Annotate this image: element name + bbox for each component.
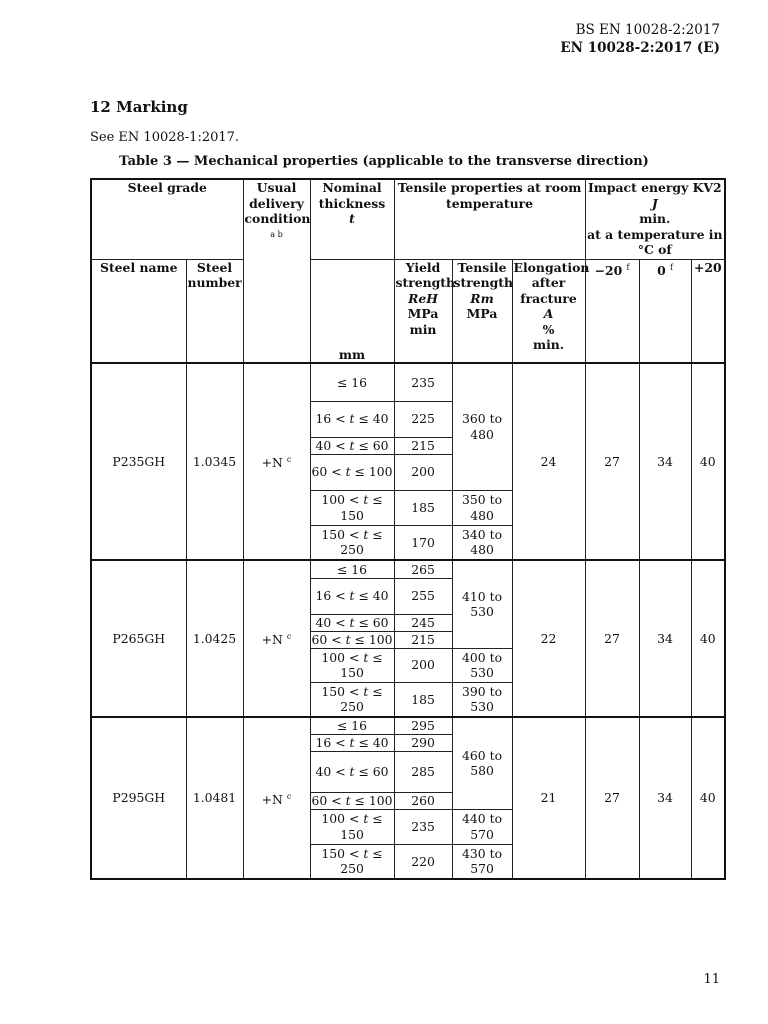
tensile-strength-cell: 340 to 480 bbox=[452, 525, 512, 560]
thickness-cell: 100 < t ≤ 150 bbox=[310, 490, 394, 525]
footnote-c: c bbox=[286, 632, 292, 642]
delivery-condition-cell: +N $^c$ bbox=[243, 560, 310, 717]
thickness-cell: 150 < t ≤ 250 bbox=[310, 844, 394, 879]
yield-strength-cell: 295 bbox=[394, 717, 452, 734]
tensile-strength-header: Tensile strength Rm MPa bbox=[452, 259, 512, 363]
yield-strength-cell: 235 bbox=[394, 363, 452, 401]
steel-number-cell: 1.0425 bbox=[186, 560, 243, 717]
steel-name-header: Steel name bbox=[91, 259, 186, 363]
steel-number-cell: 1.0345 bbox=[186, 363, 243, 560]
tensile-strength-cell: 410 to 530 bbox=[452, 560, 512, 648]
impact-minus20-cell: 27 bbox=[585, 717, 639, 879]
tensile-strength-cell: 440 to 570 bbox=[452, 809, 512, 844]
tensile-strength-cell: 400 to 530 bbox=[452, 648, 512, 682]
temp-plus20-header: +20 bbox=[691, 259, 725, 363]
mm-unit-header: mm bbox=[310, 259, 394, 363]
standard-reference: BS EN 10028-2:2017 bbox=[575, 22, 720, 38]
thickness-cell: 150 < t ≤ 250 bbox=[310, 682, 394, 717]
thickness-cell: 60 < t ≤ 100 bbox=[311, 792, 393, 808]
temp-0-header: 0 $^f$ bbox=[639, 259, 691, 363]
yield-strength-cell: 185 bbox=[394, 682, 452, 717]
thickness-cell: 100 < t ≤ 150 bbox=[310, 809, 394, 844]
yield-strength-cell: 185 bbox=[394, 490, 452, 525]
elongation-cell: 24 bbox=[512, 363, 585, 560]
section-heading: 12 Marking bbox=[90, 98, 188, 116]
thickness-cell: 40 < t ≤ 60 bbox=[310, 751, 394, 792]
steel-name-cell: P295GH bbox=[91, 717, 186, 879]
footnote-c: c bbox=[286, 455, 292, 465]
impact-0-cell: 34 bbox=[639, 560, 691, 717]
impact-minus20-cell: 27 bbox=[585, 560, 639, 717]
tensile-strength-cell: 360 to 480 bbox=[452, 363, 512, 490]
yield-strength-cell: 215 bbox=[394, 631, 452, 648]
yield-strength-cell: 215 bbox=[394, 437, 452, 454]
thickness-cell: 100 < t ≤ 150 bbox=[310, 648, 394, 682]
thickness-cell: 16 < t ≤ 40 bbox=[310, 734, 394, 751]
footnote-c: c bbox=[286, 791, 292, 801]
yield-strength-cell: 290 bbox=[394, 734, 452, 751]
thickness-cell: 40 < t ≤ 60 bbox=[310, 614, 394, 631]
steel-number-header: Steel number bbox=[186, 259, 243, 363]
yield-strength-cell: 235 bbox=[394, 809, 452, 844]
thickness-cell: 16 < t ≤ 40 bbox=[310, 401, 394, 437]
yield-strength-cell: 285 bbox=[394, 751, 452, 792]
thickness-cell: 60 < t ≤ 100 bbox=[310, 454, 394, 490]
tensile-strength-cell: 460 to 580 bbox=[452, 717, 512, 809]
table-row bbox=[91, 560, 725, 578]
tensile-strength-cell: 350 to 480 bbox=[452, 490, 512, 525]
impact-energy-header: Impact energy KV2 J min. at a temperature in °C of bbox=[585, 179, 725, 259]
delivery-condition-cell: +N $^c$ bbox=[243, 717, 310, 879]
page-number: 11 bbox=[703, 972, 720, 987]
impact-0-cell: 34 bbox=[639, 363, 691, 560]
thickness-cell: 40 < t ≤ 60 bbox=[310, 437, 394, 454]
header-row-1 bbox=[91, 179, 725, 259]
nominal-thickness-header: Nominal thickness t bbox=[310, 179, 394, 259]
footnote-ab: a b bbox=[270, 229, 283, 239]
yield-strength-cell: 170 bbox=[394, 525, 452, 560]
elongation-cell: 22 bbox=[512, 560, 585, 717]
mechanical-properties-table bbox=[90, 178, 726, 880]
yield-strength-cell: 245 bbox=[394, 614, 452, 631]
delivery-condition-cell: +N $^c$ bbox=[243, 363, 310, 560]
elongation-header: Elongation after fracture A % min. bbox=[512, 259, 585, 363]
yield-strength-header: Yield strength ReH MPa min bbox=[394, 259, 452, 363]
standard-reference-en: EN 10028-2:2017 (E) bbox=[560, 40, 720, 56]
yield-strength-cell: 220 bbox=[394, 844, 452, 879]
thickness-cell: 150 < t ≤ 250 bbox=[310, 525, 394, 560]
yield-strength-cell: 200 bbox=[394, 648, 452, 682]
yield-strength-cell: 265 bbox=[394, 560, 452, 578]
section-body: See EN 10028-1:2017. bbox=[90, 130, 240, 145]
yield-strength-cell: 200 bbox=[394, 454, 452, 490]
table-caption: Table 3 — Mechanical properties (applicable to the transverse direction) bbox=[119, 154, 649, 169]
impact-plus20-cell: 40 bbox=[691, 717, 725, 879]
thickness-cell: 60 < t ≤ 100 bbox=[311, 631, 393, 647]
steel-grade-header: Steel grade bbox=[91, 179, 243, 259]
impact-plus20-cell: 40 bbox=[691, 560, 725, 717]
table-row bbox=[91, 363, 725, 401]
thickness-cell: ≤ 16 bbox=[310, 363, 394, 401]
usual-delivery-header: Usual delivery condition $^{a b}$ bbox=[243, 179, 310, 363]
steel-name-cell: P265GH bbox=[91, 560, 186, 717]
tensile-properties-header: Tensile properties at room temperature bbox=[394, 179, 585, 259]
yield-strength-cell: 260 bbox=[394, 792, 452, 809]
steel-number-cell: 1.0481 bbox=[186, 717, 243, 879]
tensile-strength-cell: 430 to 570 bbox=[452, 844, 512, 879]
elongation-cell: 21 bbox=[512, 717, 585, 879]
impact-minus20-cell: 27 bbox=[585, 363, 639, 560]
impact-plus20-cell: 40 bbox=[691, 363, 725, 560]
yield-strength-cell: 255 bbox=[394, 578, 452, 614]
temp-minus20-header: −20 $^f$ bbox=[585, 259, 639, 363]
yield-strength-cell: 225 bbox=[394, 401, 452, 437]
thickness-cell: ≤ 16 bbox=[310, 717, 394, 734]
impact-0-cell: 34 bbox=[639, 717, 691, 879]
header-row-2 bbox=[91, 259, 725, 363]
table-row bbox=[91, 717, 725, 734]
steel-name-cell: P235GH bbox=[91, 363, 186, 560]
thickness-cell: ≤ 16 bbox=[310, 560, 394, 578]
thickness-cell: 16 < t ≤ 40 bbox=[310, 578, 394, 614]
tensile-strength-cell: 390 to 530 bbox=[452, 682, 512, 717]
